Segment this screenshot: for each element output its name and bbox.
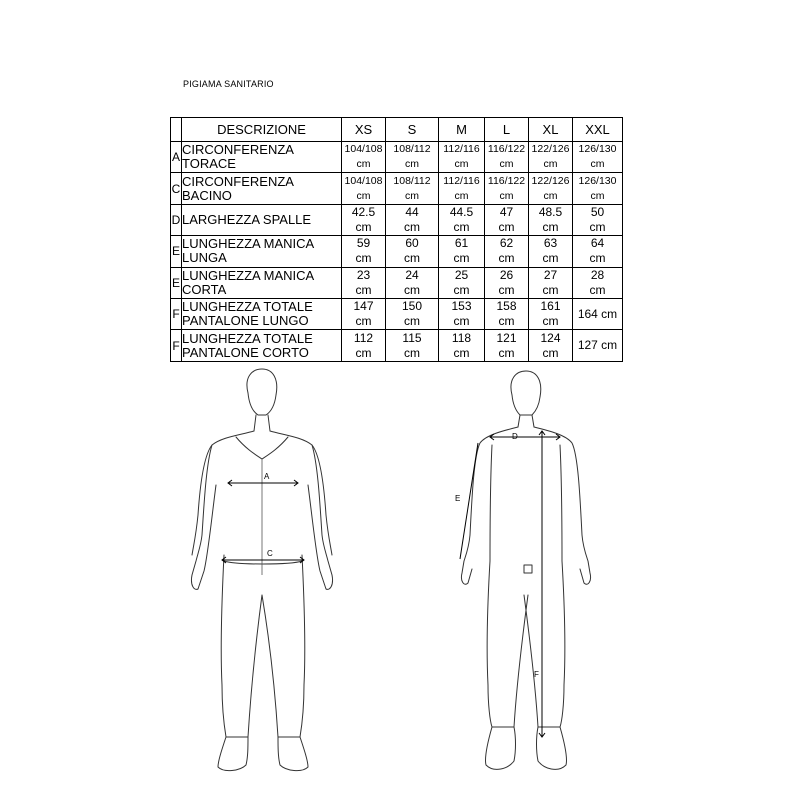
value-line: 115 — [402, 330, 422, 345]
measure-letter: D — [171, 204, 182, 235]
value-line: 44 — [405, 204, 419, 219]
value-cell-xxl — [573, 204, 623, 235]
description-line: LUNGHEZZA TOTALE — [182, 299, 313, 315]
value-line: cm — [453, 314, 470, 329]
value-line: 47 — [499, 204, 514, 219]
value-line: 23 — [356, 267, 371, 282]
description-line: PANTALONE LUNGO — [182, 313, 309, 329]
value-cell-xl — [529, 298, 573, 329]
value-cell-xs — [342, 236, 386, 267]
value-line: 112 — [353, 330, 374, 345]
value-line: cm — [404, 314, 420, 329]
value-cell-xl — [529, 173, 573, 204]
header-cell-xs: XS — [342, 118, 386, 142]
value-cell-xxl — [573, 330, 623, 361]
measure-description — [182, 330, 342, 361]
measure-letter: C — [171, 173, 182, 204]
value-line: 116/122 — [487, 174, 526, 187]
value-cell-l — [485, 236, 529, 267]
value-cell-s — [386, 142, 439, 173]
value-line: 62 — [499, 236, 514, 251]
description-line: TORACE — [182, 156, 236, 172]
front-head-outline — [247, 369, 277, 415]
measure-description — [182, 267, 342, 298]
measure-description — [182, 142, 342, 173]
table-row — [171, 267, 623, 298]
value-cell-m — [439, 267, 485, 298]
header-cell-s: S — [386, 118, 439, 142]
value-line: 44.5 — [449, 204, 474, 219]
back-body-outline — [487, 445, 565, 727]
header-cell-letter — [171, 118, 182, 142]
front-feet — [218, 737, 308, 771]
back-head-outline — [511, 371, 541, 415]
value-line: 61 — [454, 236, 469, 251]
value-cell-xs — [342, 173, 386, 204]
description-line: CIRCONFERENZA — [182, 173, 294, 189]
value-line: 127 cm — [577, 338, 618, 353]
measure-letter: E — [171, 236, 182, 267]
sleeve-measure-label: E — [455, 494, 461, 503]
value-line: 27 — [543, 267, 558, 282]
value-cell-xs — [342, 267, 386, 298]
value-cell-l — [485, 204, 529, 235]
value-line: 121 — [496, 330, 517, 345]
value-line: cm — [542, 345, 559, 360]
value-line: 150 — [401, 299, 423, 314]
value-line: cm — [355, 219, 372, 234]
description-line: LUNGA — [182, 250, 227, 266]
value-line: cm — [453, 251, 470, 266]
value-line: cm — [404, 251, 420, 266]
value-cell-l — [485, 267, 529, 298]
value-line: cm — [498, 345, 515, 360]
value-line: cm — [590, 189, 605, 202]
value-cell-xxl — [573, 236, 623, 267]
value-cell-m — [439, 142, 485, 173]
value-line: cm — [405, 158, 419, 171]
value-cell-l — [485, 142, 529, 173]
back-arms-outline — [461, 427, 590, 584]
value-cell-m — [439, 298, 485, 329]
value-line: 26 — [499, 267, 514, 282]
value-cell-l — [485, 330, 529, 361]
value-cell-xxl — [573, 142, 623, 173]
value-line: cm — [542, 251, 559, 266]
value-line: cm — [498, 219, 515, 234]
value-cell-s — [386, 204, 439, 235]
table-header-row — [171, 118, 623, 142]
value-cell-s — [386, 330, 439, 361]
value-line: 104/108 — [344, 143, 383, 156]
measure-description — [182, 204, 342, 235]
chest-measure-label: A — [264, 472, 270, 481]
description-line: LUNGHEZZA MANICA — [182, 236, 315, 252]
header-cell-xxl: XXL — [573, 118, 623, 142]
value-cell-xxl — [573, 267, 623, 298]
value-line: 42.5 — [351, 204, 376, 219]
value-line: 122/126 — [531, 143, 570, 156]
value-cell-xl — [529, 236, 573, 267]
document-title: PIGIAMA SANITARIO — [183, 79, 274, 89]
value-line: 161 — [540, 299, 561, 314]
value-line: cm — [355, 345, 372, 360]
value-line: 153 — [451, 299, 472, 314]
value-line: 108/112 — [393, 174, 431, 187]
header-cell-description: DESCRIZIONE — [182, 118, 342, 142]
value-line: 126/130 — [578, 143, 617, 156]
value-line: 118 — [451, 330, 472, 345]
measure-description — [182, 236, 342, 267]
back-neck-outline — [518, 415, 534, 427]
front-trousers — [221, 555, 305, 737]
table-row — [171, 142, 623, 173]
value-line: cm — [499, 158, 514, 171]
value-line: 126/130 — [578, 174, 617, 187]
value-line: cm — [453, 345, 470, 360]
value-line: 116/122 — [487, 143, 526, 156]
table-row — [171, 173, 623, 204]
description-line: LARGHEZZA SPALLE — [182, 211, 312, 227]
back-figure — [455, 371, 591, 769]
value-line: cm — [453, 219, 470, 234]
value-cell-xs — [342, 142, 386, 173]
description-line: PANTALONE CORTO — [182, 344, 309, 360]
value-line: 25 — [454, 267, 469, 282]
measure-description — [182, 298, 342, 329]
front-collar — [236, 437, 288, 459]
description-line: CORTA — [182, 281, 227, 297]
value-line: 124 — [540, 330, 561, 345]
description-line: BACINO — [182, 187, 232, 203]
value-line: cm — [356, 158, 371, 171]
value-cell-l — [485, 173, 529, 204]
value-cell-s — [386, 173, 439, 204]
value-line: cm — [454, 189, 469, 202]
value-line: cm — [589, 219, 606, 234]
value-line: 122/126 — [531, 174, 570, 187]
length-measure-label: F — [534, 670, 539, 679]
back-crotch-marker — [524, 565, 532, 573]
header-cell-m: M — [439, 118, 485, 142]
value-line: cm — [356, 189, 371, 202]
value-line: cm — [404, 219, 420, 234]
value-line: 48.5 — [538, 204, 563, 219]
measure-letter: E — [171, 267, 182, 298]
value-line: cm — [405, 189, 419, 202]
measure-letter: F — [171, 330, 182, 361]
size-table — [170, 117, 623, 362]
value-line: cm — [355, 314, 372, 329]
value-line: 104/108 — [344, 174, 383, 187]
value-line: 158 — [496, 299, 517, 314]
value-line: 60 — [405, 236, 419, 251]
table-row — [171, 330, 623, 361]
value-line: 64 — [590, 236, 605, 251]
value-line: cm — [355, 282, 372, 297]
value-line: 164 cm — [577, 306, 618, 321]
value-line: 24 — [405, 267, 419, 282]
value-cell-xs — [342, 298, 386, 329]
header-cell-xl: XL — [529, 118, 573, 142]
value-cell-m — [439, 173, 485, 204]
value-line: cm — [355, 251, 372, 266]
value-line: cm — [589, 282, 606, 297]
hip-measure-label: C — [267, 549, 273, 558]
value-line: 50 — [590, 204, 605, 219]
value-line: cm — [542, 314, 559, 329]
value-line: 112/116 — [443, 174, 480, 187]
value-line: 28 — [590, 267, 605, 282]
value-cell-l — [485, 298, 529, 329]
measure-letter: F — [171, 298, 182, 329]
value-line: cm — [543, 158, 558, 171]
value-line: cm — [404, 345, 420, 360]
table-body — [171, 142, 623, 362]
value-cell-xxl — [573, 298, 623, 329]
header-cell-l: L — [485, 118, 529, 142]
value-cell-xs — [342, 330, 386, 361]
value-line: 59 — [356, 236, 371, 251]
front-waist — [224, 561, 302, 564]
value-line: cm — [498, 282, 515, 297]
value-line: cm — [542, 219, 559, 234]
value-line: cm — [453, 282, 470, 297]
value-line: cm — [404, 282, 420, 297]
table-row — [171, 204, 623, 235]
value-line: 112/116 — [443, 143, 480, 156]
value-cell-xxl — [573, 173, 623, 204]
value-cell-xl — [529, 267, 573, 298]
description-line: LUNGHEZZA TOTALE — [182, 330, 313, 346]
value-cell-m — [439, 204, 485, 235]
garment-figures — [0, 365, 800, 800]
value-cell-m — [439, 236, 485, 267]
shoulder-measure-label: D — [512, 432, 518, 441]
value-line: 63 — [543, 236, 558, 251]
value-line: cm — [498, 314, 515, 329]
value-line: cm — [543, 189, 558, 202]
measure-letter: A — [171, 142, 182, 173]
value-cell-xl — [529, 204, 573, 235]
value-cell-m — [439, 330, 485, 361]
front-neck-outline — [254, 415, 270, 431]
description-line: LUNGHEZZA MANICA — [182, 267, 315, 283]
value-cell-xl — [529, 330, 573, 361]
value-line: 147 — [353, 299, 374, 314]
value-line: cm — [499, 189, 514, 202]
measure-description — [182, 173, 342, 204]
value-line: cm — [589, 251, 606, 266]
back-feet — [485, 727, 566, 769]
table-row — [171, 236, 623, 267]
value-line: cm — [498, 251, 515, 266]
value-line: cm — [542, 282, 559, 297]
table-row — [171, 298, 623, 329]
value-cell-xl — [529, 142, 573, 173]
value-line: cm — [454, 158, 469, 171]
description-line: CIRCONFERENZA — [182, 142, 294, 158]
value-cell-xs — [342, 204, 386, 235]
value-line: cm — [590, 158, 605, 171]
value-cell-s — [386, 298, 439, 329]
front-figure — [191, 369, 332, 771]
value-line: 108/112 — [393, 143, 431, 156]
value-cell-s — [386, 236, 439, 267]
value-cell-s — [386, 267, 439, 298]
